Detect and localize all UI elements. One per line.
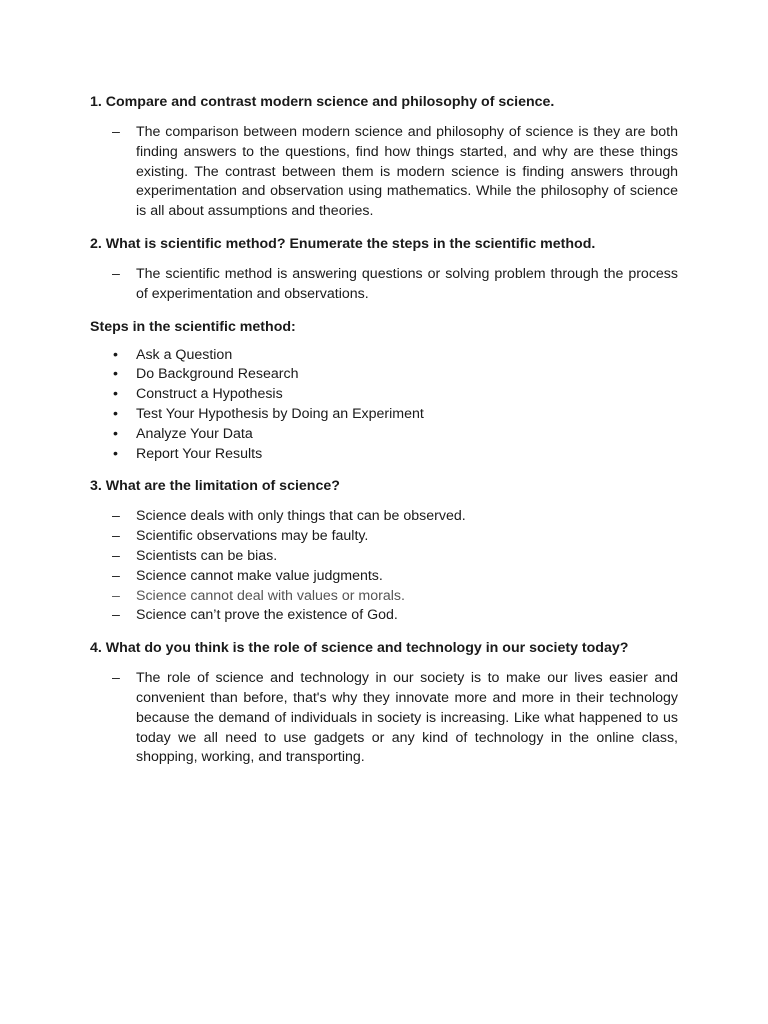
limitations-list <box>90 507 678 626</box>
question-2: 2. What is scientific method? Enumerate the steps in the scientific method. <box>90 235 596 252</box>
answer-1 <box>90 123 678 222</box>
list-item <box>90 425 678 445</box>
bullet-marker: • <box>113 386 118 403</box>
bullet-marker: • <box>113 405 118 422</box>
step-text: Ask a Question <box>136 346 233 363</box>
answer-2-text: The scientific method is answering questions or solving problem through the process of experimentation and observations. <box>136 265 678 302</box>
step-text: Test Your Hypothesis by Doing an Experiment <box>136 405 424 422</box>
bullet-marker: • <box>113 425 118 442</box>
bullet-marker: • <box>113 445 118 462</box>
dash-marker: – <box>112 547 120 564</box>
step-text: Do Background Research <box>136 366 299 383</box>
list-item <box>90 346 678 366</box>
list-item <box>90 527 678 547</box>
bullet-marker: • <box>113 366 118 383</box>
question-3: 3. What are the limitation of science? <box>90 478 340 495</box>
question-1: 1. Compare and contrast modern science and philosophy of science. <box>90 94 555 110</box>
list-item <box>90 365 678 385</box>
list-item <box>90 587 678 607</box>
question-4: 4. What do you think is the role of science and technology in our society today? <box>90 640 629 657</box>
answer-2-list <box>90 265 678 305</box>
answer-1-text: The comparison between modern science and philosophy of science is they are both finding answers to the questions, find how things started, and why are these things existing. The contrast between them is modern science is finding answers through experimentation and observation using mathematics. While the philosophy of science is all about assumptions and theories. <box>136 124 678 220</box>
limitation-text: Science cannot make value judgments. <box>136 567 383 584</box>
list-item <box>90 385 678 405</box>
bullet-marker: • <box>113 346 118 363</box>
answer-4-list <box>90 669 678 768</box>
limitation-text: Science can’t prove the existence of God. <box>136 607 398 624</box>
list-item <box>90 507 678 527</box>
limitation-text: Scientists can be bias. <box>136 547 278 564</box>
dash-marker: – <box>112 124 120 140</box>
dash-marker: – <box>112 567 120 584</box>
dash-marker: – <box>112 587 120 604</box>
answer-1-list <box>90 123 678 222</box>
dash-marker: – <box>112 670 120 687</box>
dash-marker: – <box>112 607 120 624</box>
list-item <box>90 606 678 626</box>
limitation-text: Science cannot deal with values or morals. <box>136 587 405 604</box>
step-text: Report Your Results <box>136 445 263 462</box>
step-text: Analyze Your Data <box>136 425 253 442</box>
list-item <box>90 547 678 567</box>
answer-4-text: The role of science and technology in our society is to make our lives easier and convenient than before, that's why they innovate more and more in their technology because the demand of individuals in society is increasing. Like what happened to us today we all need to use gadgets or any kind of technology in the online class, shopping, working, and transporting. <box>136 670 678 766</box>
dash-marker: – <box>112 265 120 282</box>
list-item <box>90 445 678 465</box>
list-item <box>90 567 678 587</box>
dash-marker: – <box>112 508 120 525</box>
document-body <box>90 92 678 768</box>
step-text: Construct a Hypothesis <box>136 386 283 403</box>
answer-2 <box>90 265 678 305</box>
steps-list <box>90 346 678 465</box>
dash-marker: – <box>112 528 120 545</box>
steps-heading: Steps in the scientific method: <box>90 318 296 335</box>
answer-4 <box>90 669 678 768</box>
list-item <box>90 405 678 425</box>
limitation-text: Science deals with only things that can be observed. <box>136 508 466 525</box>
limitation-text: Scientific observations may be faulty. <box>136 528 369 545</box>
